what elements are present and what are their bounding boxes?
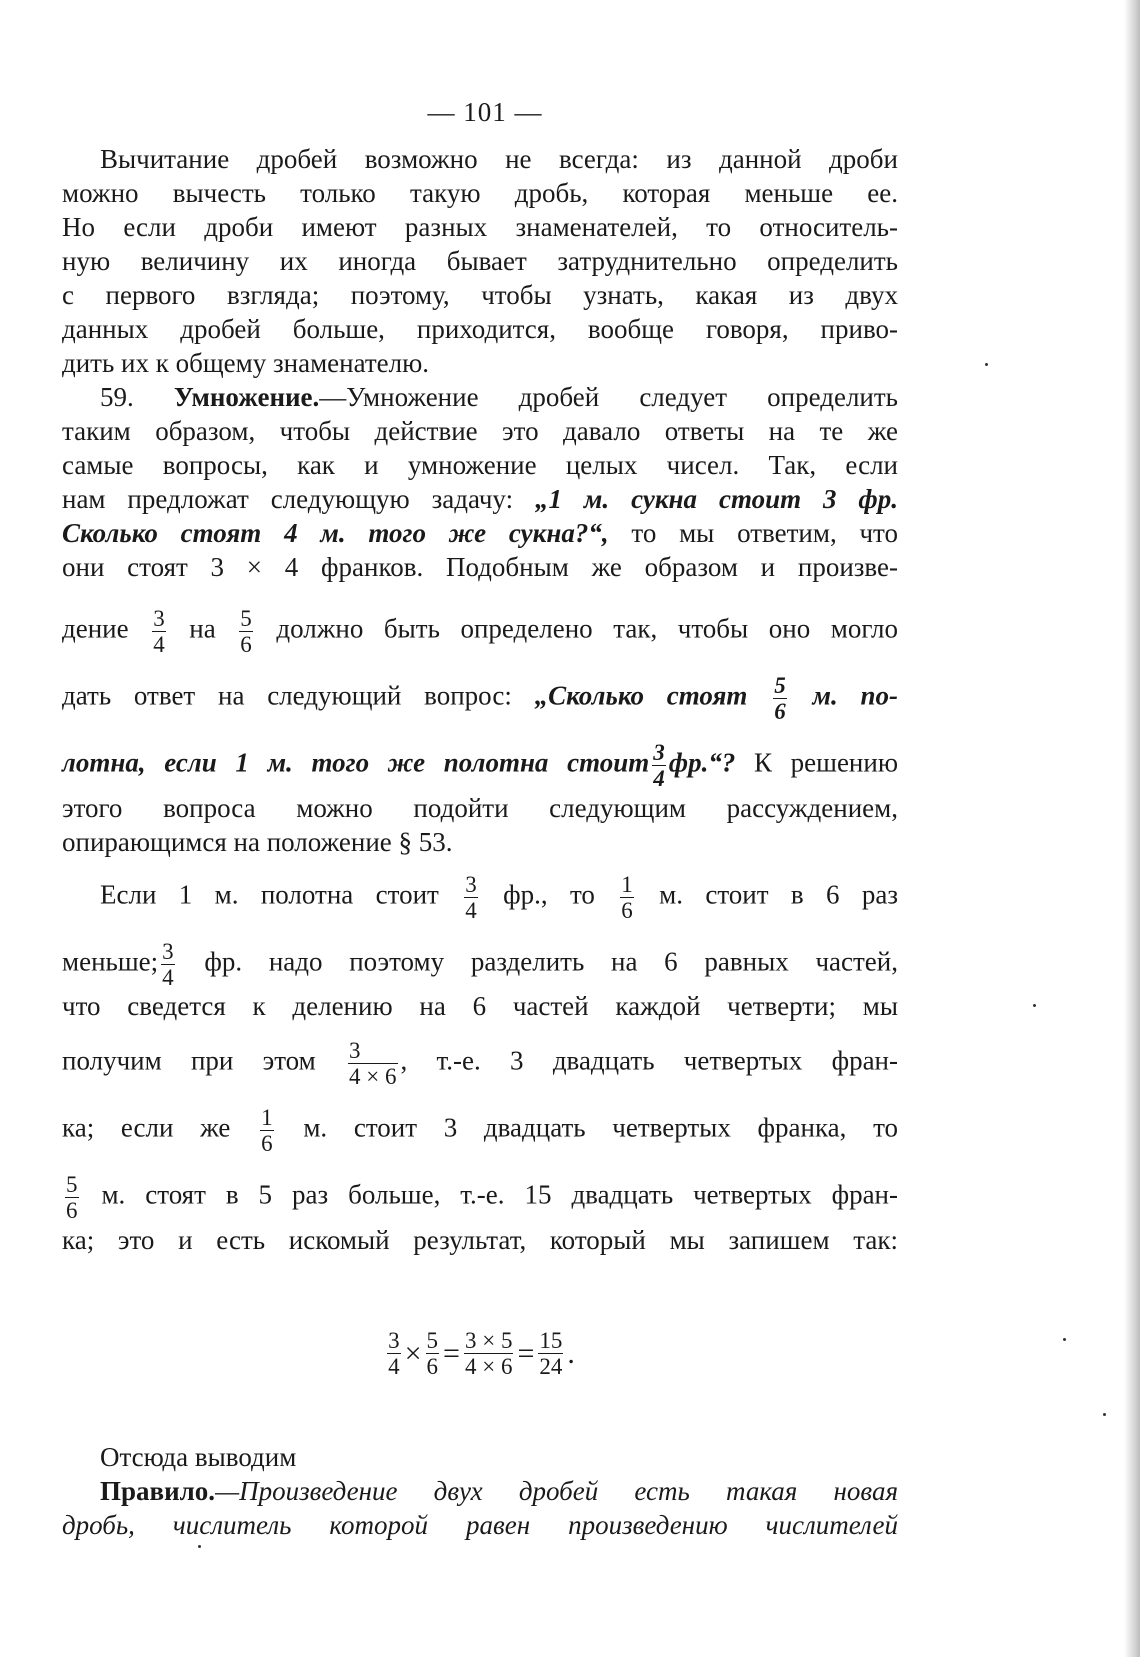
quoted-problem: Сколько стоят 4 м. того же сукна?“, xyxy=(62,518,609,548)
quoted-question: „Сколько стоят xyxy=(534,680,748,711)
paragraph-text: м. стоят в 5 раз больше, т.-е. 15 двадцать четвертых фран- xyxy=(101,1179,898,1210)
period: . xyxy=(567,1336,575,1370)
quoted-question: фр.“? xyxy=(668,747,736,778)
fraction-3-4: $\frac{3}{4}$ xyxy=(388,1328,400,1379)
page-edge-shadow xyxy=(1124,0,1140,1657)
paragraph-text: фр., то xyxy=(503,879,595,910)
paragraph-text: ка; если же xyxy=(62,1112,231,1143)
paragraph-text: , т.-е. 3 двадцать четвертых фран- xyxy=(400,1045,898,1076)
section-text: дение xyxy=(62,613,129,644)
section-text: —Умножение дробей следует определить xyxy=(319,382,898,412)
fraction-5-6: $\frac{5}{6}$ xyxy=(240,606,252,657)
rule-line xyxy=(100,1474,898,1508)
section-text: должно быть определено так, чтобы оно могло xyxy=(276,613,899,644)
scan-speck xyxy=(1103,1413,1106,1416)
fraction-5-6: $\frac{5}{6}$ xyxy=(774,673,786,724)
paragraph-text: м. стоит 3 двадцать четвертых франка, то xyxy=(303,1112,899,1143)
section-text: то мы ответим, что xyxy=(631,518,898,548)
equals-sign: = xyxy=(517,1336,535,1370)
equals-sign: = xyxy=(443,1336,460,1370)
fraction-3-4: $\frac{3}{4}$ xyxy=(653,740,665,791)
section-text: К решению xyxy=(754,747,898,778)
paragraph-line: ка; это и есть искомый результат, который мы запишем так: xyxy=(62,1225,898,1255)
section-59-line: таким образом, чтобы действие это давало ответы на те же xyxy=(62,416,898,446)
section-59-line xyxy=(62,740,898,791)
section-59-line xyxy=(62,673,898,724)
fraction-3-4: $\frac{3}{4}$ xyxy=(465,872,477,923)
section-59-line xyxy=(62,482,898,516)
rule-text: —Произведение двух дробей есть такая новая xyxy=(215,1476,898,1506)
fraction-1-6: $\frac{1}{6}$ xyxy=(621,872,633,923)
paragraph-text: Если 1 м. полотна стоит xyxy=(100,879,439,910)
page-number: — 101 — xyxy=(427,97,543,127)
quoted-question: м. по- xyxy=(812,680,899,711)
paragraph-text: м. стоит в 6 раз xyxy=(659,879,899,910)
fraction-3-4: $\frac{3}{4}$ xyxy=(162,939,174,990)
times-sign: × xyxy=(404,1336,422,1370)
fraction-1-6: $\frac{1}{6}$ xyxy=(261,1105,273,1156)
fraction-5-6: $\frac{5}{6}$ xyxy=(66,1172,78,1223)
section-59-line: этого вопроса можно подойти следующим рассуждением, xyxy=(62,793,898,823)
paragraph-line: что сведется к делению на 6 частей каждой четверти; мы xyxy=(62,991,898,1021)
conclusion-line: Отсюда выводим xyxy=(100,1442,297,1472)
fraction-3-4: $\frac{3}{4}$ xyxy=(153,606,165,657)
paragraph-line xyxy=(62,1172,898,1223)
rule-label: Правило. xyxy=(100,1476,216,1506)
section-heading: Умножение. xyxy=(173,382,320,412)
section-59-line xyxy=(62,516,898,550)
section-59-line xyxy=(100,380,898,414)
paragraph-line: дить их к общему знаменателю. xyxy=(62,348,430,378)
paragraph-line: ную величину их иногда бывает затруднительно определить xyxy=(62,246,898,276)
paragraph-line xyxy=(62,1105,898,1156)
multiplication-formula xyxy=(0,1328,960,1379)
section-text: дать ответ на следующий вопрос: xyxy=(62,680,512,711)
fraction-result: $\frac{15}{24}$ xyxy=(539,1328,563,1379)
paragraph-line xyxy=(62,939,898,990)
scan-speck xyxy=(1033,1004,1036,1007)
quoted-problem: „1 м. сукна стоит 3 фр. xyxy=(535,484,899,514)
section-text: на xyxy=(189,613,216,644)
paragraph-line: с первого взгляда; поэтому, чтобы узнать, какая из двух xyxy=(62,280,898,310)
paragraph-line: данных дробей больше, приходится, вообще говоря, приво- xyxy=(62,314,898,344)
paragraph-line: Вычитание дробей возможно не всегда: из данной дроби xyxy=(100,144,898,174)
paragraph-line: Но если дроби имеют разных знаменателей, то относитель- xyxy=(62,212,898,242)
section-text: нам предложат следующую задачу: xyxy=(62,484,514,514)
fraction-3-over-4x6: $\frac{3}{4 \times 6}$ xyxy=(349,1038,397,1089)
paragraph-text: меньше; xyxy=(62,946,159,977)
fraction-product: $\frac{3 \times 5}{4 \times 6}$ xyxy=(464,1328,513,1379)
scan-speck xyxy=(985,363,988,366)
section-number: 59. xyxy=(100,382,134,412)
paragraph-line xyxy=(62,1038,898,1089)
paragraph-line: можно вычесть только такую дробь, которая меньше ее. xyxy=(62,178,898,208)
fraction-5-6: $\frac{5}{6}$ xyxy=(426,1328,439,1379)
paragraph-line xyxy=(100,872,898,923)
section-59-line: они стоят 3 × 4 франков. Подобным же образом и произве- xyxy=(62,552,898,582)
paragraph-text: фр. надо поэтому разделить на 6 равных частей, xyxy=(204,946,898,977)
scan-speck xyxy=(198,1545,201,1548)
quoted-question: лотна, если 1 м. того же полотна стоит xyxy=(62,747,650,778)
scan-speck xyxy=(1063,1338,1066,1341)
section-59-line: опирающимся на положение § 53. xyxy=(62,827,453,857)
section-59-line xyxy=(62,606,898,657)
paragraph-text: получим при этом xyxy=(62,1045,316,1076)
rule-line: дробь, числитель которой равен произведению числителей xyxy=(62,1510,898,1540)
section-59-line: самые вопросы, как и умножение целых чисел. Так, если xyxy=(62,450,898,480)
